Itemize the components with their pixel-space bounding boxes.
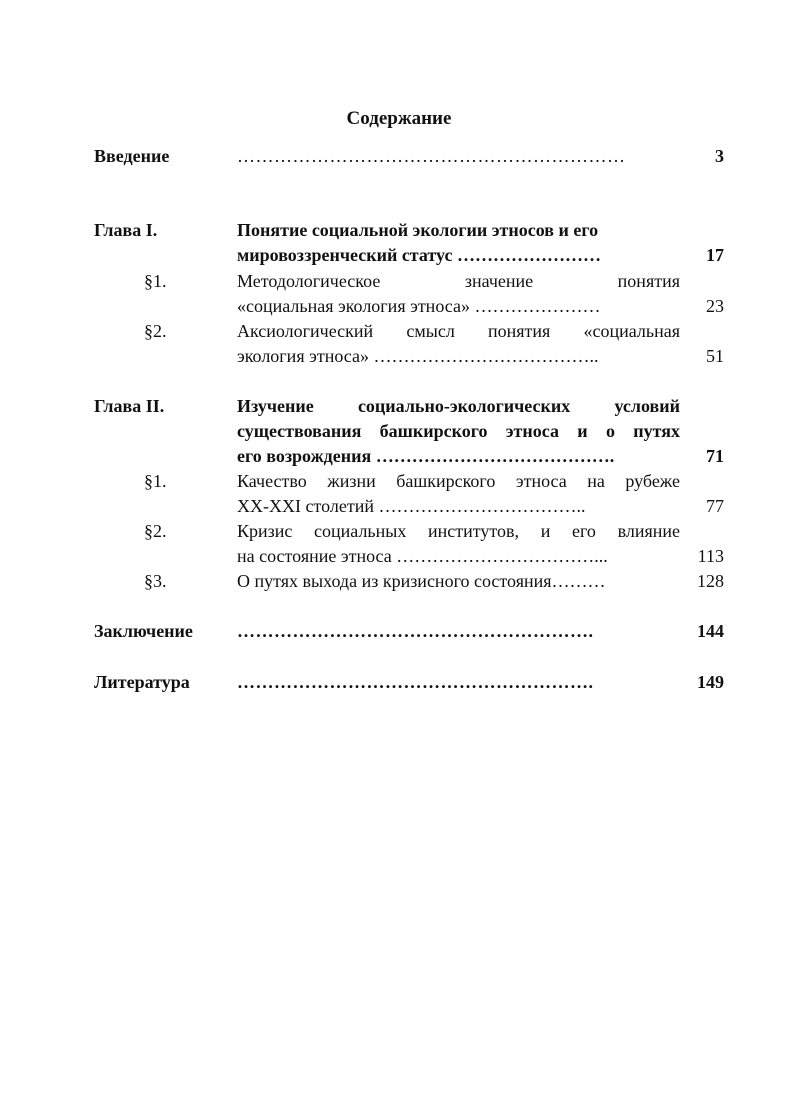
section-1-1-number: §1.	[144, 271, 167, 291]
section-1-1-line2: «социальная экология этноса» …………………	[237, 296, 601, 316]
intro-label: Введение	[94, 146, 170, 166]
section-1-2-line1: Аксиологический смысл понятия «социальная	[237, 321, 680, 341]
section-2-2-line2: на состояние этноса ……………………………...	[237, 546, 608, 566]
section-1-1-line1: Методологическое значение понятия	[237, 271, 680, 291]
section-2-2-number: §2.	[144, 521, 167, 541]
section-2-2-page-number: 113	[697, 546, 724, 566]
chapter1-label: Глава I.	[94, 220, 158, 240]
conclusion-label: Заключение	[94, 621, 193, 641]
chapter2-label: Глава II.	[94, 396, 165, 416]
chapter1-page-number: 17	[706, 245, 724, 265]
section-1-2-line2: экология этноса» ………………………………..	[237, 346, 599, 366]
chapter1-title-line1: Понятие социальной экологии этносов и его	[237, 220, 599, 240]
chapter2-title-line2: существования башкирского этноса и о путях	[237, 421, 680, 441]
section-2-3-number: §3.	[144, 571, 167, 591]
section-2-1-page-number: 77	[706, 496, 724, 516]
section-2-1-line2: XX-XXI столетий ……………………………..	[237, 496, 586, 516]
literature-leader-dots: ………………………………………………….	[237, 672, 594, 692]
section-1-1-page-number: 23	[706, 296, 724, 316]
conclusion-leader-dots: ………………………………………………….	[237, 621, 594, 641]
conclusion-page-number: 144	[697, 621, 724, 641]
literature-page-number: 149	[697, 672, 724, 692]
section-2-3-page-number: 128	[697, 571, 724, 591]
chapter2-page-number: 71	[706, 446, 724, 466]
section-2-2-line1: Кризис социальных институтов, и его влияние	[237, 521, 680, 541]
intro-leader-dots: ………………………………………………………	[237, 146, 626, 166]
section-2-1-number: §1.	[144, 471, 167, 491]
chapter2-title-line1: Изучение социально-экологических условий	[237, 396, 680, 416]
page-title: Содержание	[346, 108, 452, 129]
chapter2-title-line3: его возрождения ………………………………….	[237, 446, 615, 466]
section-2-3-line1: О путях выхода из кризисного состояния………	[237, 571, 606, 591]
intro-page-number: 3	[715, 146, 724, 166]
section-1-2-number: §2.	[144, 321, 167, 341]
literature-label: Литература	[94, 672, 190, 692]
section-2-1-line1: Качество жизни башкирского этноса на рубеже	[237, 471, 680, 491]
chapter1-title-line2: мировоззренческий статус ……………………	[237, 245, 601, 265]
section-1-2-page-number: 51	[706, 346, 724, 366]
